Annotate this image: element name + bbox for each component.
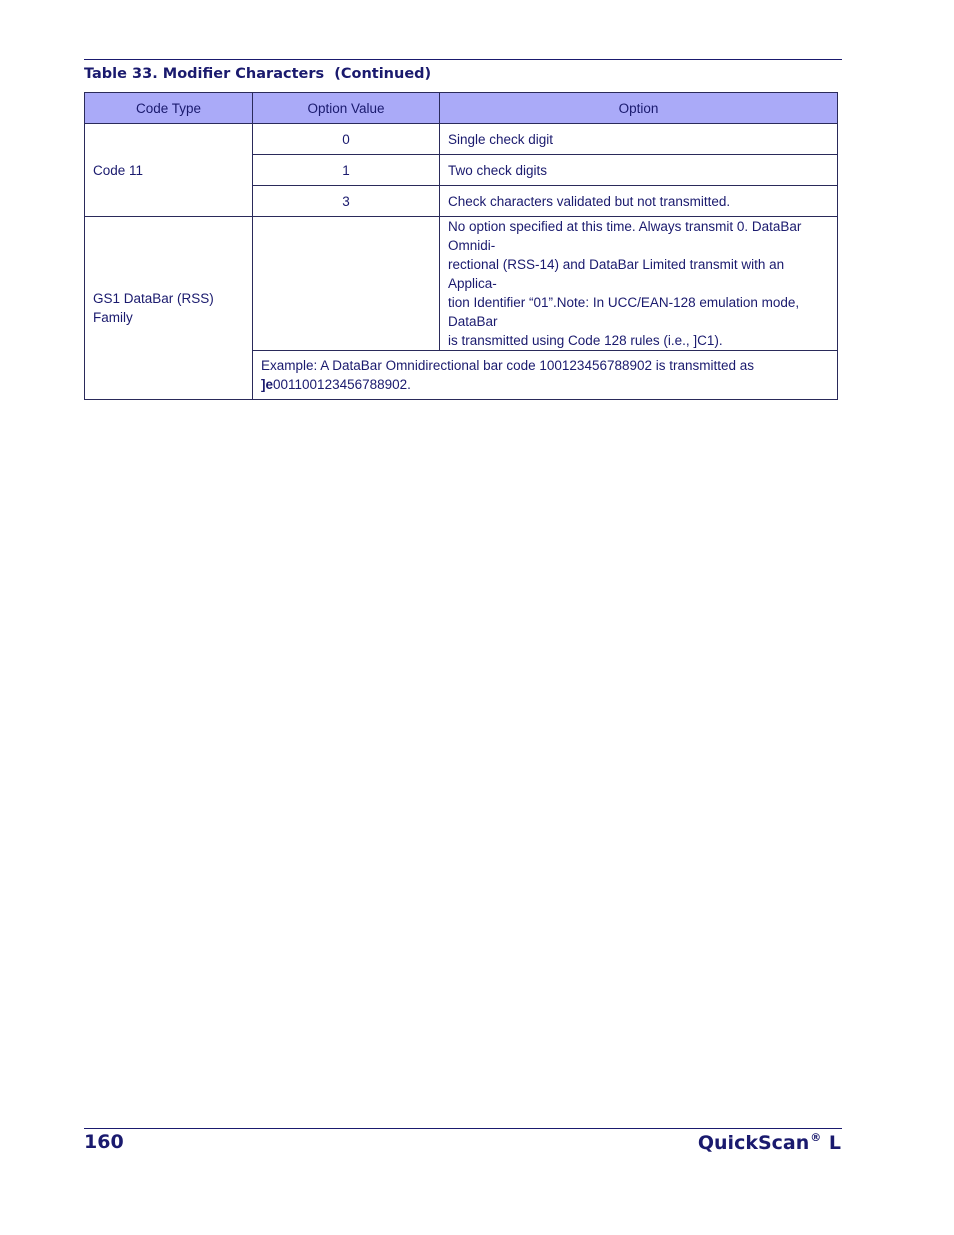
code-type-cell — [85, 217, 253, 400]
option-line: rectional (RSS-14) and DataBar Limited transmit with an Applica- — [448, 257, 785, 291]
footer-rule — [84, 1128, 842, 1129]
option-cell: Two check digits — [440, 155, 838, 186]
product-name — [698, 1131, 841, 1154]
table-row — [85, 217, 838, 351]
option-line: tion Identifier “01”.Note: In UCC/EAN-128 emulation mode, DataBar — [448, 295, 800, 329]
header-code-type: Code Type — [85, 93, 253, 124]
table-caption: Table 33. Modifier Characters (Continued) — [84, 66, 432, 82]
option-line: is transmitted using Code 128 rules (i.e., ]C1). — [448, 333, 723, 348]
example-line: Example: A DataBar Omnidirectional bar code 100123456788902 is transmitted as — [261, 358, 755, 373]
code-type-cell: Code 11 — [85, 124, 253, 217]
option-value-cell: 1 — [253, 155, 440, 186]
option-value-cell: 3 — [253, 186, 440, 217]
product-name-text: QuickScan — [697, 1132, 810, 1154]
registered-mark: ® — [810, 1131, 822, 1144]
code-type-line: GS1 DataBar (RSS) — [93, 291, 214, 306]
example-value: 001100123456788902. — [273, 377, 411, 392]
header-option: Option — [440, 93, 838, 124]
example-cell — [253, 351, 838, 400]
option-cell: Check characters validated but not transmitted. — [440, 186, 838, 217]
option-cell: Single check digit — [440, 124, 838, 155]
option-value-cell: 0 — [253, 124, 440, 155]
option-line: No option specified at this time. Always transmit 0. DataBar Omnidi- — [448, 219, 802, 253]
page-number: 160 — [84, 1131, 124, 1153]
header-option-value: Option Value — [253, 93, 440, 124]
option-value-cell — [253, 217, 440, 351]
option-cell — [440, 217, 838, 351]
product-suffix: L — [828, 1132, 841, 1154]
header-rule — [84, 59, 842, 60]
example-prefix: ]e — [261, 377, 274, 392]
modifier-characters-table — [84, 92, 838, 400]
table-row — [85, 124, 838, 155]
code-type-line: Family — [93, 310, 133, 325]
table-header-row — [85, 93, 838, 124]
